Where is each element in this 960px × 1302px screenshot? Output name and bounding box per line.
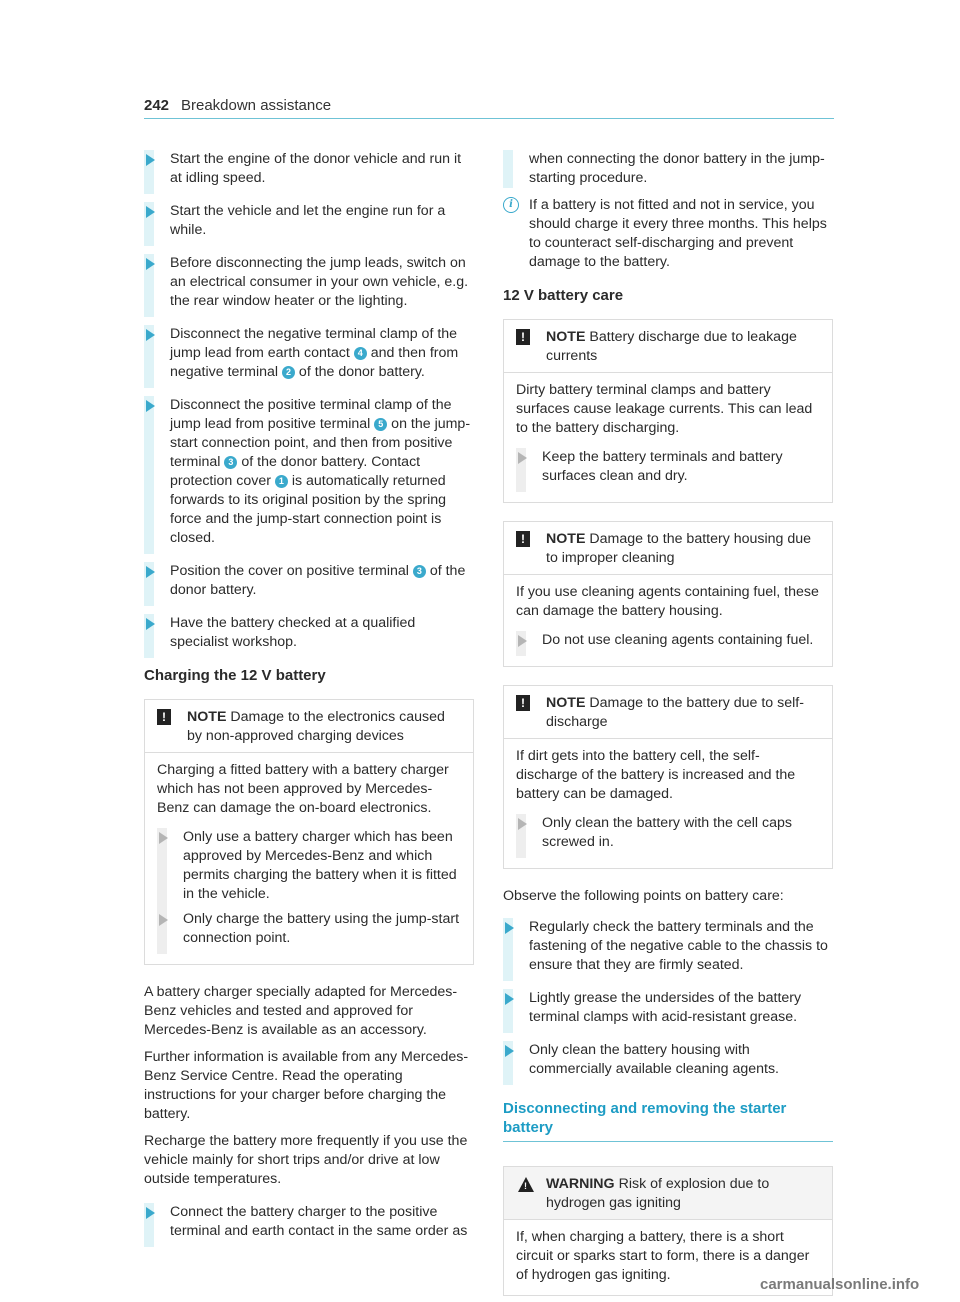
arrow-icon bbox=[505, 1045, 514, 1057]
arrow-icon bbox=[518, 818, 527, 830]
paragraph: Recharge the battery more frequently if you use the vehicle mainly for short trips and/or drive at low outside temperatures. bbox=[144, 1133, 468, 1187]
arrow-icon bbox=[146, 618, 155, 630]
instruction-step: Have the battery checked at a qualified specialist workshop. bbox=[144, 614, 474, 652]
callout-number: 2 bbox=[282, 366, 295, 379]
arrow-icon bbox=[159, 832, 168, 844]
step-continuation: when connecting the donor battery in the jump-starting procedure. bbox=[503, 150, 833, 188]
note-title: Damage to the electronics caused by non-approved charging devices bbox=[187, 709, 445, 744]
note-header: ! NOTE Damage to the battery housing due to improper cleaning bbox=[504, 522, 832, 575]
section-title-link: Disconnecting and removing the starter battery bbox=[503, 1099, 833, 1142]
note-box bbox=[503, 319, 833, 503]
note-step: Keep the battery terminals and battery surfaces clean and dry. bbox=[516, 448, 820, 486]
note-body: Charging a fitted battery with a battery charger which has not been approved by Mercedes-Benz can damage the on-board electronics. bbox=[157, 762, 449, 816]
arrow-icon bbox=[146, 206, 155, 218]
instruction-step: Before disconnecting the jump leads, switch on an electrical consumer in your own vehicle, e.g. the rear window heater or the lighting. bbox=[144, 254, 474, 311]
right-column bbox=[503, 150, 833, 1296]
note-body: Dirty battery terminal clamps and battery surfaces cause leakage currents. This can lead to the battery discharging. bbox=[516, 382, 813, 436]
note-body: If you use cleaning agents containing fuel, these can damage the battery housing. bbox=[516, 584, 819, 619]
callout-number: 5 bbox=[374, 418, 387, 431]
note-box bbox=[503, 685, 833, 869]
note-keyword: NOTE bbox=[187, 709, 227, 725]
instruction-step: Start the engine of the donor vehicle and run it at idling speed. bbox=[144, 150, 474, 188]
callout-number: 3 bbox=[224, 456, 237, 469]
arrow-icon bbox=[505, 993, 514, 1005]
page-header bbox=[144, 96, 834, 119]
page-number: 242 bbox=[144, 97, 170, 114]
note-box bbox=[503, 521, 833, 667]
instruction-step: Only clean the battery housing with commercially available cleaning agents. bbox=[503, 1041, 833, 1079]
section-title: 12 V battery care bbox=[503, 287, 624, 304]
note-step: Only use a battery charger which has been approved by Mercedes-Benz and which permits charging the battery when it is fitted in the vehicle. bbox=[157, 828, 461, 904]
paragraph: Further information is available from any Mercedes-Benz Service Centre. Read the operating instructions for your charger before charging the battery. bbox=[144, 1049, 469, 1122]
instruction-step: Regularly check the battery terminals and the fastening of the negative cable to the chassis to ensure that they are firmly seated. bbox=[503, 918, 833, 975]
warning-header: ! WARNING Risk of explosion due to hydrogen gas igniting bbox=[504, 1167, 832, 1220]
section-title: Charging the 12 V battery bbox=[144, 667, 326, 684]
instruction-step: Disconnect the positive terminal clamp of the jump lead from positive terminal 5 on the jump-start connection point, and then from positive terminal 3 of the donor battery. Contact protection cover 1 is automatically returned forwards to its original position by the spring force and the jump-start connection point is closed. bbox=[144, 396, 474, 548]
callout-number: 1 bbox=[275, 475, 288, 488]
arrow-icon bbox=[146, 566, 155, 578]
note-step: Only clean the battery with the cell caps screwed in. bbox=[516, 814, 820, 852]
arrow-icon bbox=[146, 1207, 155, 1219]
arrow-icon bbox=[146, 400, 155, 412]
warning-keyword: WARNING bbox=[546, 1176, 615, 1192]
note-header bbox=[145, 700, 473, 753]
instruction-step: Connect the battery charger to the positive terminal and earth contact in the same order as bbox=[144, 1203, 474, 1241]
warning-body: If, when charging a battery, there is a short circuit or sparks start to form, there is a danger of hydrogen gas igniting. bbox=[516, 1229, 810, 1283]
arrow-icon bbox=[146, 258, 155, 270]
info-note: i If a battery is not fitted and not in service, you should charge it every three months. This helps to counteract self-discharging and prevent damage to the battery. bbox=[503, 196, 833, 272]
note-step: Do not use cleaning agents containing fuel. bbox=[516, 631, 820, 650]
arrow-icon bbox=[505, 922, 514, 934]
note-header: ! NOTE Battery discharge due to leakage currents bbox=[504, 320, 832, 373]
left-column bbox=[144, 150, 474, 1255]
instruction-step: Lightly grease the undersides of the battery terminal clamps with acid-resistant grease. bbox=[503, 989, 833, 1027]
note-box bbox=[144, 699, 474, 965]
arrow-icon bbox=[146, 154, 155, 166]
note-step: Only charge the battery using the jump-start connection point. bbox=[157, 910, 461, 948]
paragraph: A battery charger specially adapted for Mercedes-Benz vehicles and tested and approved for Mercedes-Benz is available as an accessory. bbox=[144, 984, 458, 1038]
exclamation-icon: ! bbox=[516, 531, 530, 547]
exclamation-icon: ! bbox=[516, 329, 530, 345]
note-header: ! NOTE Damage to the battery due to self-discharge bbox=[504, 686, 832, 739]
arrow-icon bbox=[159, 914, 168, 926]
paragraph: Observe the following points on battery care: bbox=[503, 888, 784, 904]
instruction-step: Disconnect the negative terminal clamp of the jump lead from earth contact 4 and then from negative terminal 2 of the donor battery. bbox=[144, 325, 474, 382]
instruction-step: Position the cover on positive terminal 3 of the donor battery. bbox=[144, 562, 474, 600]
chapter-title: Breakdown assistance bbox=[180, 97, 332, 114]
arrow-icon bbox=[518, 635, 527, 647]
instruction-step: Start the vehicle and let the engine run for a while. bbox=[144, 202, 474, 240]
exclamation-icon: ! bbox=[157, 709, 171, 725]
exclamation-icon: ! bbox=[516, 695, 530, 711]
note-body: If dirt gets into the battery cell, the self-discharge of the battery is increased and the battery can be damaged. bbox=[516, 748, 796, 802]
arrow-icon bbox=[518, 452, 527, 464]
info-icon: i bbox=[503, 197, 519, 213]
callout-number: 4 bbox=[354, 347, 367, 360]
callout-number: 3 bbox=[413, 565, 426, 578]
watermark: carmanualsonline.info bbox=[760, 1276, 920, 1293]
warning-title: Risk of explosion due to hydrogen gas igniting bbox=[546, 1176, 770, 1211]
arrow-icon bbox=[146, 329, 155, 341]
